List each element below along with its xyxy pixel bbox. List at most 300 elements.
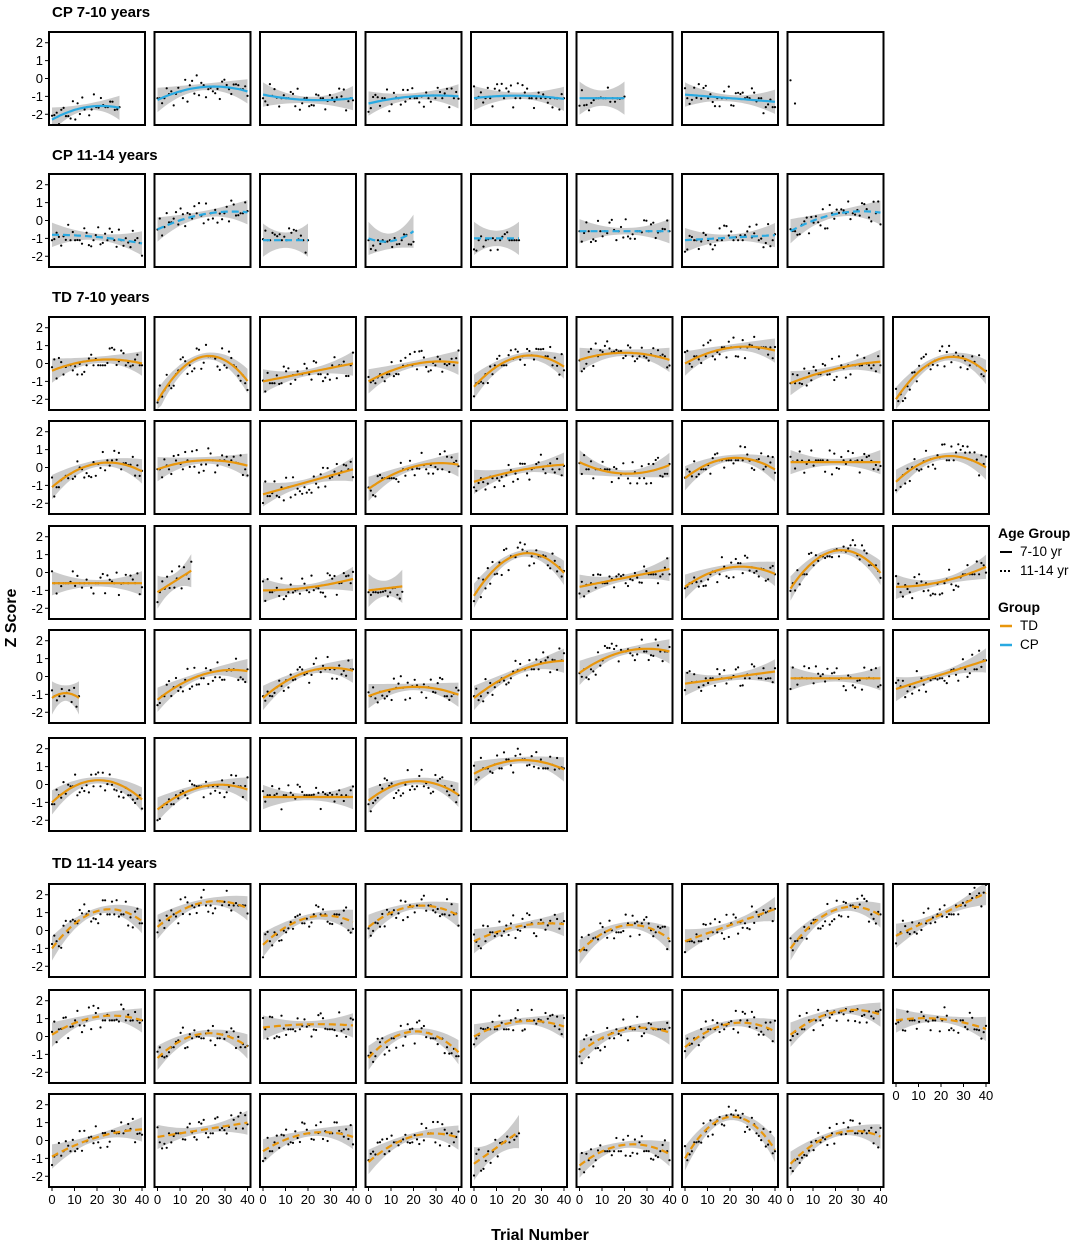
data-point	[425, 1127, 427, 1129]
data-point	[285, 595, 287, 597]
data-point	[657, 457, 659, 459]
data-point	[868, 1130, 870, 1132]
data-point	[909, 480, 911, 482]
data-point	[269, 83, 271, 85]
data-point	[909, 933, 911, 935]
data-point	[278, 788, 280, 790]
data-point	[347, 375, 349, 377]
data-point	[273, 88, 275, 90]
data-point	[657, 349, 659, 351]
data-point	[333, 356, 335, 358]
data-point	[714, 685, 716, 687]
data-point	[475, 1037, 477, 1039]
data-point	[916, 380, 918, 382]
data-point	[448, 794, 450, 796]
data-point	[451, 456, 453, 458]
data-point	[60, 109, 62, 111]
data-point	[104, 592, 106, 594]
data-point	[134, 475, 136, 477]
data-point	[83, 903, 85, 905]
data-point	[716, 581, 718, 583]
data-point	[849, 904, 851, 906]
data-point	[186, 373, 188, 375]
data-point	[505, 87, 507, 89]
data-point	[75, 706, 77, 708]
data-point	[593, 99, 595, 101]
data-point	[822, 208, 824, 210]
data-point	[950, 361, 952, 363]
data-point	[590, 668, 592, 670]
data-point	[72, 100, 74, 102]
data-point	[650, 482, 652, 484]
data-point	[836, 667, 838, 669]
data-point	[985, 1025, 987, 1027]
data-point	[528, 479, 530, 481]
data-point	[233, 782, 235, 784]
data-point	[840, 208, 842, 210]
data-point	[528, 659, 530, 661]
data-point	[90, 1136, 92, 1138]
data-point	[51, 943, 53, 945]
data-point	[622, 930, 624, 932]
data-point	[739, 1019, 741, 1021]
data-point	[879, 684, 881, 686]
data-point	[505, 758, 507, 760]
data-point	[657, 582, 659, 584]
data-point	[636, 482, 638, 484]
data-point	[767, 354, 769, 356]
data-point	[774, 1020, 776, 1022]
data-point	[510, 84, 512, 86]
data-point	[664, 473, 666, 475]
data-point	[505, 1028, 507, 1030]
data-point	[540, 758, 542, 760]
data-point	[714, 105, 716, 107]
panel-background	[366, 630, 462, 723]
data-point	[923, 684, 925, 686]
data-point	[437, 1121, 439, 1123]
data-point	[377, 922, 379, 924]
data-point	[627, 1135, 629, 1137]
data-point	[533, 358, 535, 360]
data-point	[230, 357, 232, 359]
data-point	[437, 468, 439, 470]
data-point	[913, 458, 915, 460]
data-point	[283, 366, 285, 368]
data-point	[744, 1013, 746, 1015]
data-point	[650, 654, 652, 656]
data-point	[585, 221, 587, 223]
data-point	[863, 453, 865, 455]
data-point	[737, 356, 739, 358]
data-point	[113, 913, 115, 915]
data-point	[866, 1132, 868, 1134]
data-point	[221, 81, 223, 83]
panel	[788, 32, 884, 125]
data-point	[843, 1122, 845, 1124]
data-point	[97, 1141, 99, 1143]
data-point	[367, 376, 369, 378]
data-point	[306, 589, 308, 591]
data-point	[475, 490, 477, 492]
data-point	[803, 1154, 805, 1156]
data-point	[615, 575, 617, 577]
data-point	[278, 383, 280, 385]
data-point	[136, 1133, 138, 1135]
data-point	[602, 926, 604, 928]
data-point	[244, 468, 246, 470]
data-point	[765, 1022, 767, 1024]
data-point	[90, 774, 92, 776]
data-point	[193, 906, 195, 908]
data-point	[962, 445, 964, 447]
y-tick-label: -2	[31, 391, 43, 407]
data-point	[200, 1123, 202, 1125]
data-point	[498, 480, 500, 482]
x-tick-label: 40	[134, 1192, 150, 1207]
data-point	[638, 1141, 640, 1143]
data-point	[233, 904, 235, 906]
data-point	[615, 349, 617, 351]
data-point	[86, 232, 88, 234]
y-tick-label: 1	[35, 1011, 43, 1027]
data-point	[668, 573, 670, 575]
data-point	[599, 1144, 601, 1146]
data-point	[246, 389, 248, 391]
data-point	[769, 907, 771, 909]
data-point	[423, 683, 425, 685]
data-point	[345, 375, 347, 377]
data-point	[205, 344, 207, 346]
data-point	[751, 905, 753, 907]
data-point	[280, 382, 282, 384]
data-point	[76, 373, 78, 375]
data-point	[551, 1014, 553, 1016]
data-point	[457, 925, 459, 927]
data-point	[725, 356, 727, 358]
data-point	[662, 354, 664, 356]
y-tick-label: -1	[31, 686, 43, 702]
data-point	[451, 903, 453, 905]
data-point	[535, 97, 537, 99]
data-point	[441, 913, 443, 915]
data-point	[758, 97, 760, 99]
y-tick-label: 0	[35, 356, 43, 371]
data-point	[765, 911, 767, 913]
data-point	[60, 585, 62, 587]
y-tick-label: 0	[35, 71, 43, 86]
data-point	[276, 495, 278, 497]
data-point	[737, 666, 739, 668]
data-point	[606, 468, 608, 470]
data-point	[212, 680, 214, 682]
data-point	[122, 352, 124, 354]
data-point	[207, 88, 209, 90]
data-point	[664, 228, 666, 230]
data-point	[230, 200, 232, 202]
data-point	[402, 1138, 404, 1140]
data-point	[331, 678, 333, 680]
data-point	[629, 1155, 631, 1157]
data-point	[233, 1119, 235, 1121]
data-point	[317, 792, 319, 794]
data-point	[863, 357, 865, 359]
data-point	[264, 100, 266, 102]
data-point	[122, 913, 124, 915]
data-point	[53, 358, 55, 360]
data-point	[760, 97, 762, 99]
data-point	[129, 916, 131, 918]
data-point	[418, 1143, 420, 1145]
data-point	[345, 1128, 347, 1130]
data-point	[370, 490, 372, 492]
data-point	[643, 1150, 645, 1152]
data-point	[808, 1150, 810, 1152]
y-tick-label: 2	[35, 529, 43, 545]
data-point	[276, 374, 278, 376]
data-point	[139, 922, 141, 924]
panel	[366, 317, 462, 410]
data-point	[538, 92, 540, 94]
data-point	[854, 686, 856, 688]
data-point	[698, 686, 700, 688]
data-point	[446, 88, 448, 90]
data-point	[705, 924, 707, 926]
data-point	[340, 1030, 342, 1032]
data-point	[700, 1028, 702, 1030]
data-point	[581, 1152, 583, 1154]
data-point	[401, 239, 403, 241]
data-point	[444, 1052, 446, 1054]
data-point	[372, 494, 374, 496]
data-point	[62, 925, 64, 927]
data-point	[622, 462, 624, 464]
data-point	[547, 767, 549, 769]
panel	[471, 884, 567, 977]
panel	[260, 884, 356, 977]
panel	[788, 1094, 884, 1187]
data-point	[948, 913, 950, 915]
data-point	[166, 374, 168, 376]
data-point	[789, 79, 791, 81]
data-point	[760, 452, 762, 454]
data-point	[56, 1041, 58, 1043]
data-point	[487, 382, 489, 384]
data-point	[300, 235, 302, 237]
x-tick-label: 0	[575, 1192, 584, 1207]
data-point	[592, 937, 594, 939]
data-point	[473, 486, 475, 488]
data-point	[427, 97, 429, 99]
data-point	[622, 574, 624, 576]
data-point	[666, 948, 668, 950]
data-point	[732, 576, 734, 578]
data-point	[352, 1019, 354, 1021]
y-tick-label: 0	[35, 460, 43, 475]
data-point	[983, 892, 985, 894]
data-point	[645, 483, 647, 485]
data-point	[196, 1139, 198, 1141]
x-tick-label: 0	[892, 1088, 900, 1103]
data-point	[934, 921, 936, 923]
data-point	[207, 1136, 209, 1138]
data-point	[760, 238, 762, 240]
data-point	[264, 933, 266, 935]
data-point	[113, 1019, 115, 1021]
data-point	[749, 1026, 751, 1028]
data-point	[421, 691, 423, 693]
data-point	[852, 684, 854, 686]
data-point	[285, 1129, 287, 1131]
data-point	[221, 779, 223, 781]
data-point	[141, 1134, 143, 1136]
data-point	[129, 246, 131, 248]
data-point	[400, 795, 402, 797]
data-point	[590, 348, 592, 350]
data-point	[455, 91, 457, 93]
data-point	[904, 696, 906, 698]
data-point	[271, 1016, 273, 1018]
panel	[155, 630, 251, 723]
data-point	[109, 347, 111, 349]
data-point	[923, 356, 925, 358]
data-point	[953, 1029, 955, 1031]
data-point	[475, 250, 477, 252]
data-point	[315, 361, 317, 363]
data-point	[303, 922, 305, 924]
data-point	[81, 373, 83, 375]
data-point	[81, 587, 83, 589]
data-point	[331, 1028, 333, 1030]
data-point	[709, 1119, 711, 1121]
panel	[260, 421, 356, 514]
data-point	[352, 785, 354, 787]
data-point	[698, 473, 700, 475]
data-point	[134, 1141, 136, 1143]
data-point	[833, 379, 835, 381]
data-point	[950, 913, 952, 915]
data-point	[74, 774, 76, 776]
data-point	[585, 468, 587, 470]
data-point	[519, 463, 521, 465]
data-point	[524, 364, 526, 366]
data-point	[847, 916, 849, 918]
data-point	[407, 1141, 409, 1143]
data-point	[490, 1162, 492, 1164]
data-point	[315, 1029, 317, 1031]
data-point	[92, 239, 94, 241]
data-point	[913, 576, 915, 578]
data-point	[88, 357, 90, 359]
data-point	[512, 1029, 514, 1031]
data-point	[494, 486, 496, 488]
data-point	[792, 1035, 794, 1037]
data-point	[836, 376, 838, 378]
data-point	[943, 904, 945, 906]
panel	[788, 174, 884, 267]
data-point	[444, 695, 446, 697]
data-point	[379, 784, 381, 786]
data-point	[226, 890, 228, 892]
data-point	[407, 1023, 409, 1025]
data-point	[324, 596, 326, 598]
data-point	[561, 575, 563, 577]
data-point	[512, 771, 514, 773]
data-point	[934, 468, 936, 470]
data-point	[283, 1028, 285, 1030]
data-point	[902, 920, 904, 922]
data-point	[279, 233, 281, 235]
data-point	[313, 104, 315, 106]
x-axis	[365, 1187, 466, 1207]
data-point	[641, 639, 643, 641]
data-point	[223, 1129, 225, 1131]
data-point	[920, 580, 922, 582]
data-point	[817, 927, 819, 929]
data-point	[602, 461, 604, 463]
data-point	[588, 678, 590, 680]
data-point	[350, 1017, 352, 1019]
data-point	[336, 463, 338, 465]
y-tick-label: 1	[35, 547, 43, 563]
data-point	[760, 677, 762, 679]
data-point	[244, 1114, 246, 1116]
data-point	[847, 200, 849, 202]
data-point	[620, 575, 622, 577]
data-point	[843, 1013, 845, 1015]
data-point	[205, 667, 207, 669]
data-point	[205, 904, 207, 906]
data-point	[544, 1012, 546, 1014]
data-point	[943, 443, 945, 445]
data-point	[237, 1115, 239, 1117]
data-point	[923, 590, 925, 592]
data-point	[702, 1036, 704, 1038]
data-point	[836, 900, 838, 902]
data-point	[634, 360, 636, 362]
panel	[893, 421, 989, 514]
data-point	[212, 1132, 214, 1134]
data-point	[451, 87, 453, 89]
data-point	[758, 677, 760, 679]
data-point	[166, 1147, 168, 1149]
data-point	[920, 677, 922, 679]
data-point	[514, 473, 516, 475]
data-point	[508, 1028, 510, 1030]
data-point	[214, 1118, 216, 1120]
data-point	[423, 356, 425, 358]
data-point	[340, 922, 342, 924]
data-point	[333, 575, 335, 577]
data-point	[230, 93, 232, 95]
data-point	[320, 671, 322, 673]
data-point	[762, 246, 764, 248]
data-point	[879, 577, 881, 579]
data-point	[322, 592, 324, 594]
data-point	[955, 585, 957, 587]
data-point	[505, 548, 507, 550]
data-point	[691, 236, 693, 238]
data-point	[528, 350, 530, 352]
data-point	[902, 680, 904, 682]
data-point	[904, 925, 906, 927]
data-point	[290, 792, 292, 794]
data-point	[170, 909, 172, 911]
data-point	[608, 575, 610, 577]
data-point	[595, 587, 597, 589]
x-tick-label: 0	[786, 1192, 795, 1207]
data-point	[551, 553, 553, 555]
